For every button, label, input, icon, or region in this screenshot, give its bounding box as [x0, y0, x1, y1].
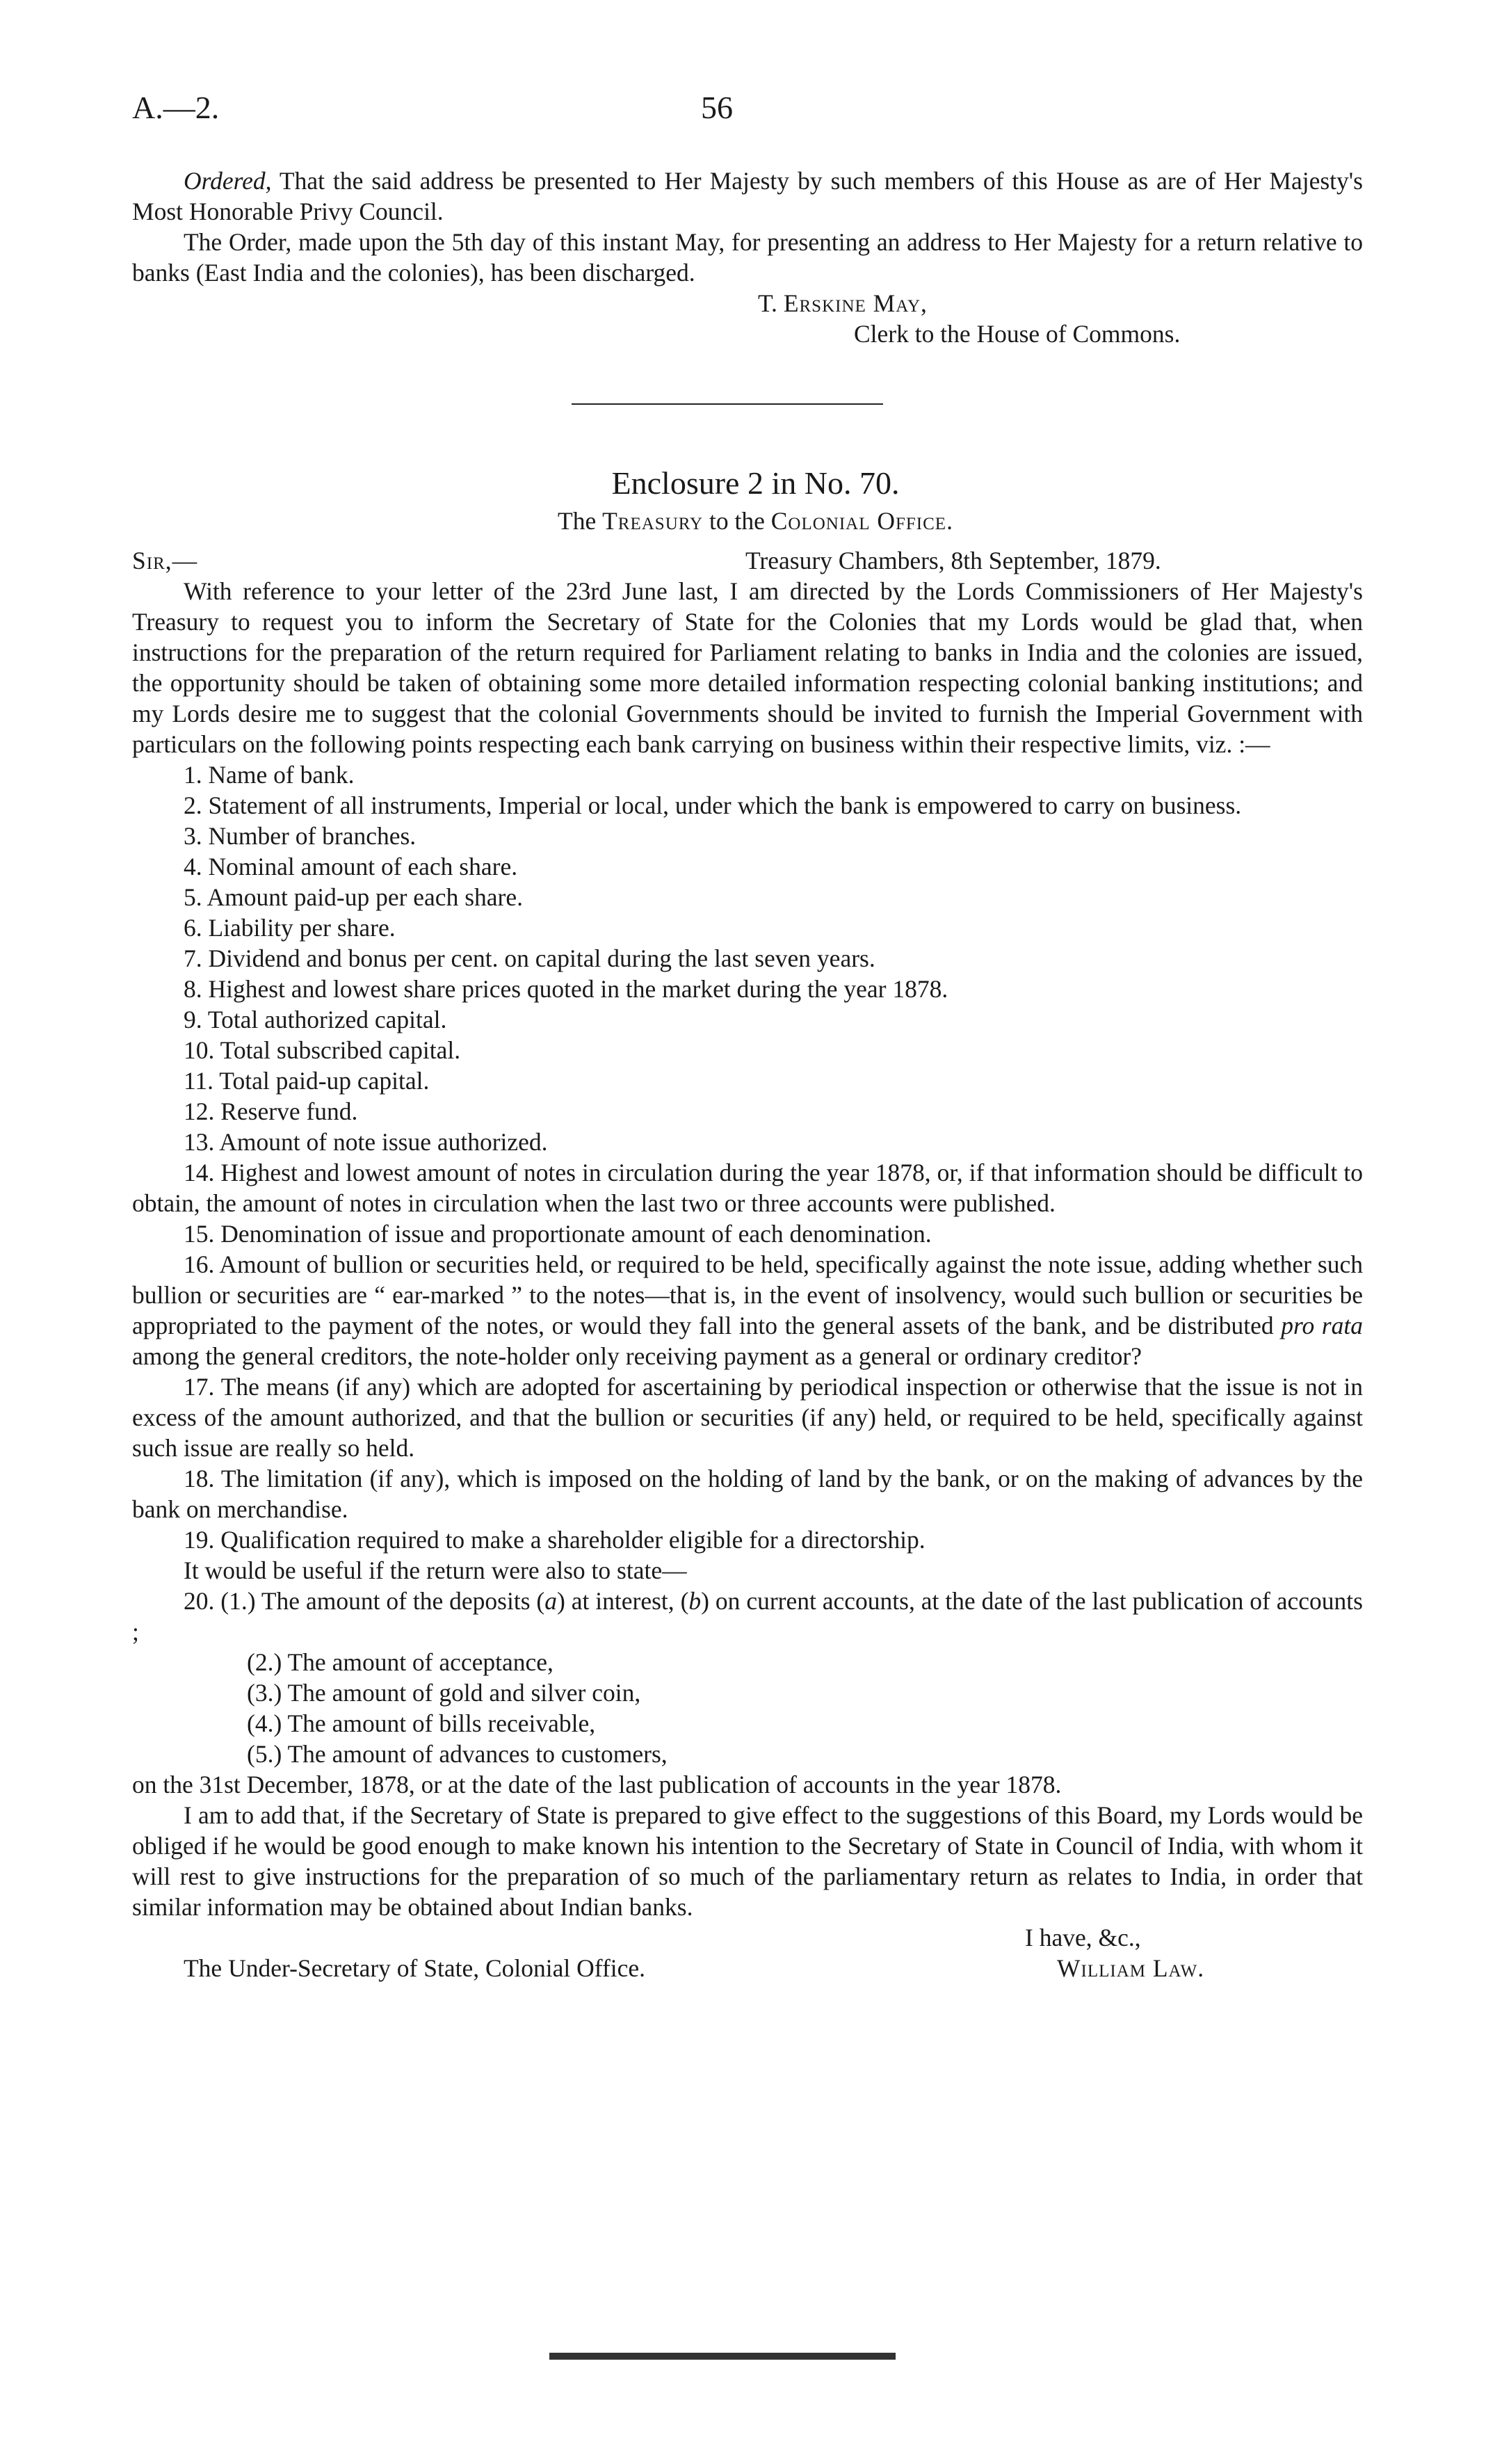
also-state: It would be useful if the return were also to state—	[184, 1556, 687, 1584]
salutation: Sir,—	[132, 547, 198, 574]
sub-item: (3.) The amount of gold and silver coin,	[247, 1679, 641, 1707]
letter-body	[132, 545, 1363, 1983]
point-20: 20. (1.) The amount of the deposits (a) at interest, (b) on current accounts, at the date of the last publication of accounts ;	[132, 1587, 1363, 1645]
list-item: 2. Statement of all instruments, Imperial or local, under which the bank is empowered to carry on business.	[184, 791, 1242, 819]
top-block	[132, 166, 1363, 349]
enclosure-title: Enclosure 2 in No. 70.	[611, 465, 900, 501]
list-item: 5. Amount paid-up per each share.	[184, 883, 523, 911]
intro-paragraph: With reference to your letter of the 23rd June last, I am directed by the Lords Commissioners of Her Majesty's Treasury to request you to inform the Secretary of State for the Colonies that my Lords would be glad that, when instructions for the preparation of the return required for Parliament relating to banks in India and the colonies are issued, the opportunity should be taken of obtaining some more detailed information respecting colonial banking institutions; and my Lords desire me to suggest that the colonial Governments should be invited to furnish the Imperial Government with particulars on the following points respecting each bank carrying on business within their respective limits, viz. :—	[132, 577, 1363, 758]
list-item: 1. Name of bank.	[184, 761, 355, 789]
page-number: 56	[701, 90, 733, 125]
list-item: 18. The limitation (if any), which is imposed on the holding of land by the bank, or on the making of advances by the bank on merchandise.	[132, 1465, 1363, 1523]
list-item: 8. Highest and lowest share prices quoted in the market during the year 1878.	[184, 975, 948, 1003]
sub-item: (2.) The amount of acceptance,	[247, 1648, 554, 1676]
points-list-continued	[132, 1371, 1363, 1555]
ordered-rest: That the said address be presented to Her Majesty by such members of this House as are of Her Majesty's Most Honorable Privy Council.	[132, 167, 1363, 225]
enclosure-from-to: The Treasury to the Colonial Office.	[558, 507, 953, 535]
section-label: A.—2.	[132, 90, 220, 125]
end-rule	[549, 2353, 896, 2360]
on-date-line: on the 31st December, 1878, or at the date of the last publication of accounts in the year 1878.	[132, 1771, 1062, 1798]
point-20-subitems	[132, 1647, 1363, 1769]
list-item: 4. Nominal amount of each share.	[184, 853, 518, 880]
signer: T. Erskine May,	[758, 289, 928, 317]
signer-name: Erskine May,	[783, 289, 928, 317]
i-have: I have, &c.,	[1025, 1924, 1141, 1951]
list-item: 11. Total paid-up capital.	[184, 1067, 430, 1095]
list-item: 17. The means (if any) which are adopted for ascertaining by periodical inspection or otherwise that the issue is not in excess of the amount authorized, and that the bullion or securities (if any) held, or required to be held, specifically against such issue are really so held.	[132, 1373, 1363, 1462]
section-divider	[572, 403, 883, 405]
ordered-lead: Ordered,	[184, 167, 272, 195]
list-item: 14. Highest and lowest amount of notes in circulation during the year 1878, or, if that information should be difficult to obtain, the amount of notes in circulation when the last two or three accounts were published.	[132, 1159, 1363, 1217]
signature: William Law.	[1057, 1954, 1205, 1982]
list-item: 13. Amount of note issue authorized.	[184, 1128, 548, 1156]
list-item: 3. Number of branches.	[184, 822, 417, 850]
list-item: 6. Liability per share.	[184, 914, 396, 942]
sub-item: (5.) The amount of advances to customers,	[247, 1740, 668, 1768]
list-item: 9. Total authorized capital.	[184, 1006, 447, 1033]
signature-row	[132, 1953, 1363, 1983]
list-item: 15. Denomination of issue and proportionate amount of each denomination.	[184, 1220, 932, 1248]
signer-title: Clerk to the House of Commons.	[854, 320, 1181, 348]
list-item: 7. Dividend and bonus per cent. on capital during the last seven years.	[184, 944, 875, 972]
list-item: 10. Total subscribed capital.	[184, 1036, 461, 1064]
order-discharged-paragraph: The Order, made upon the 5th day of this instant May, for presenting an address to Her Majesty for a return relative to banks (East India and the colonies), has been discharged.	[132, 228, 1363, 287]
salutation-row	[132, 545, 1363, 576]
list-item: 12. Reserve fund.	[184, 1097, 358, 1125]
ordered-paragraph	[132, 166, 1363, 227]
points-list	[132, 759, 1363, 1249]
sub-item: (4.) The amount of bills receivable,	[247, 1709, 596, 1737]
list-item: 19. Qualification required to make a shareholder eligible for a directorship.	[184, 1526, 926, 1554]
place-date: Treasury Chambers, 8th September, 1879.	[745, 547, 1161, 574]
closing-paragraph: I am to add that, if the Secretary of State is prepared to give effect to the suggestions of this Board, my Lords would be obliged if he would be good enough to make known his intention to the Secretary of State in Council of India, with whom it will rest to give instructions for the preparation of so much of the parliamentary return as relates to India, in order that similar information may be obtained about Indian banks.	[132, 1801, 1363, 1921]
point-16: 16. Amount of bullion or securities held, or required to be held, specifically against the note issue, adding whether such bullion or securities are “ ear-marked ” to the notes—that is, in the event of insolvency, would such bullion or securities be appropriated to the payment of the notes, or would they fall into the general assets of the bank, and be distributed pro rata among the general creditors, the note-holder only receiving payment as a general or ordinary creditor?	[132, 1250, 1363, 1370]
addressee: The Under-Secretary of State, Colonial Office.	[184, 1954, 646, 1982]
